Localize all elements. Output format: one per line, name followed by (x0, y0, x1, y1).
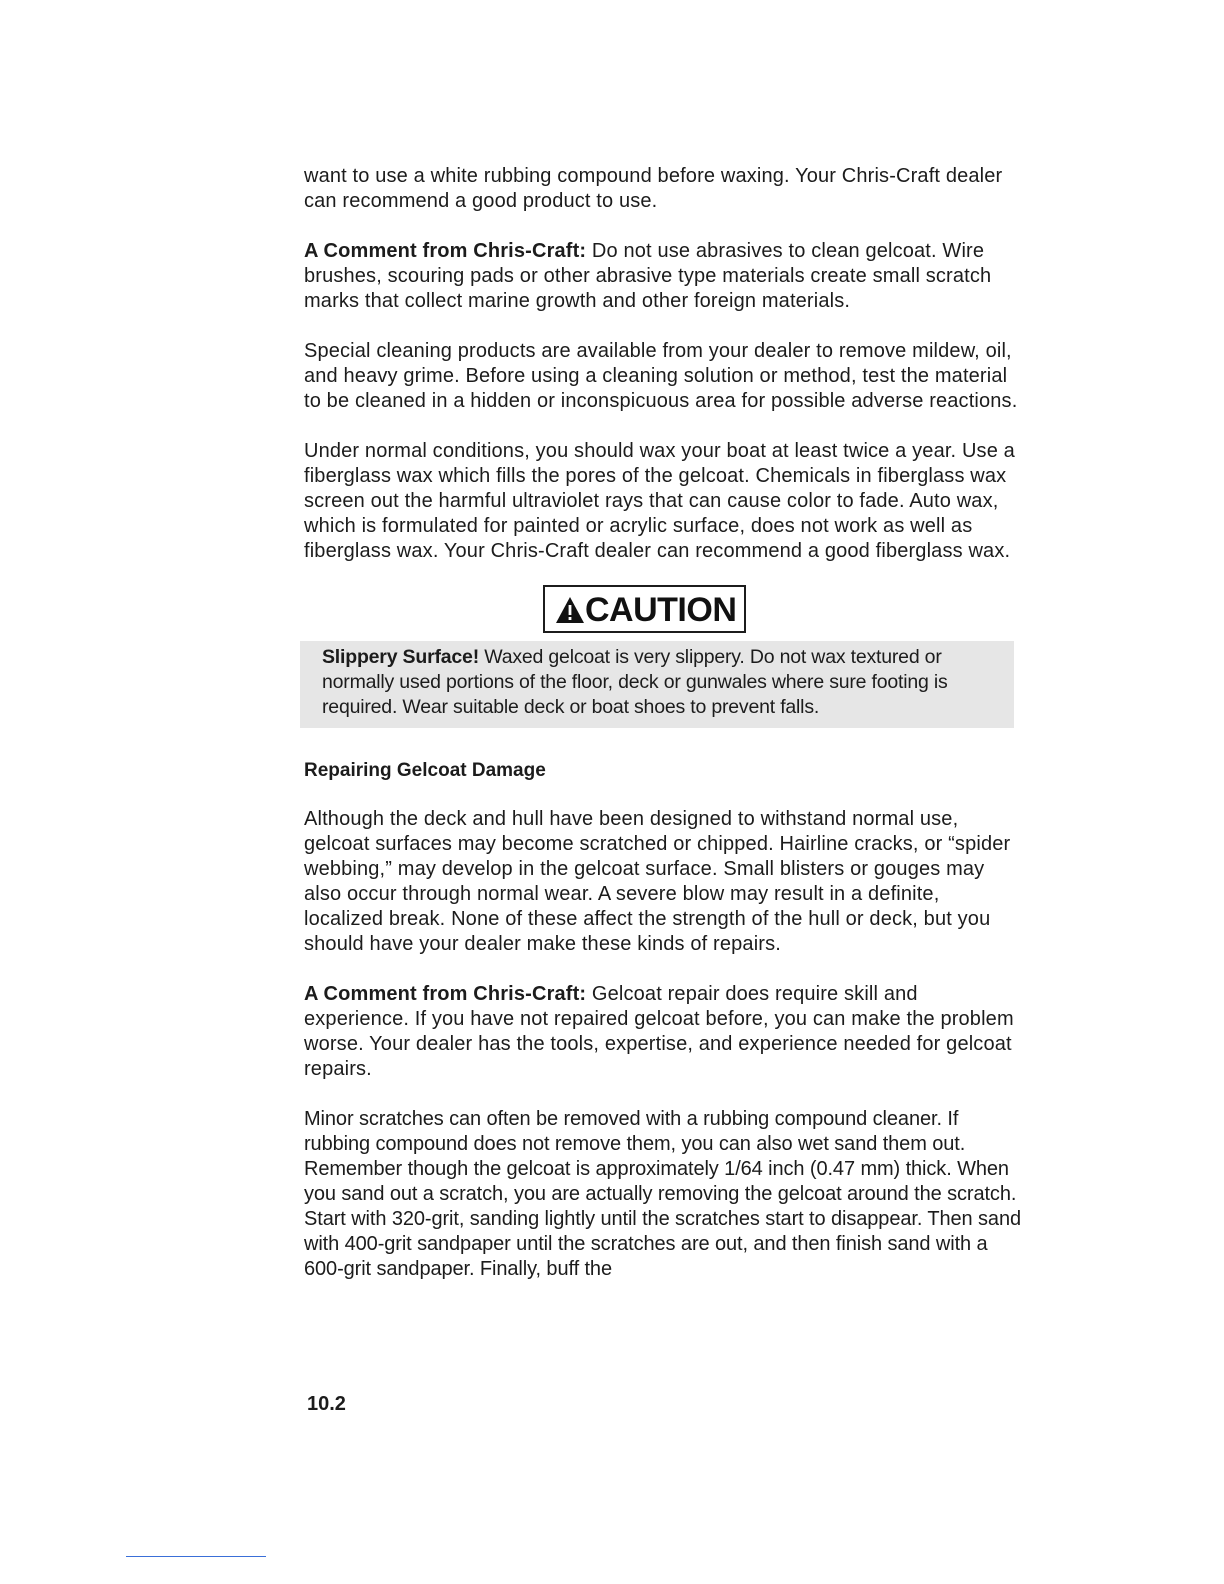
paragraph-gelcoat-damage: Although the deck and hull have been designed to withstand normal use, gelcoat surfaces may become scratched or chipped. Hairline cracks, or “spider webbing,” may develop in the gelcoat surface. Small blisters or gouges may also occur through normal wear. A severe blow may result in a definite, localized break. None of these affect the strength of the hull or deck, but you should have your dealer make these kinds of repairs. (304, 808, 1011, 955)
manual-page (304, 164, 1024, 1282)
section-heading: Repairing Gelcoat Damage (304, 760, 546, 781)
caution-header (543, 585, 1024, 633)
paragraph-minor-scratches: Minor scratches can often be removed with a rubbing compound cleaner. If rubbing compound does not remove them, you can also wet sand them out. Remember though the gelcoat is approximately 1/64 inch (0.47 mm) thick. When you sand out a scratch, you are actually removing the gelcoat around the scratch. Start with 320-grit, sanding lightly until the scratches start to disappear. Then sand with 400-grit sandpaper until the scratches are out, and then finish sand with a 600-grit sandpaper. Finally, buff the (304, 1108, 1021, 1280)
page-number: 10.2 (307, 1393, 346, 1415)
caution-label-box (543, 585, 746, 633)
comment-body: Do not use abrasives to clean gelcoat. Wire brushes, scouring pads or other abrasive type materials create small scratch marks that collect marine growth and other foreign materials. (304, 240, 992, 312)
warning-triangle-icon (555, 596, 585, 624)
warning-lead: Slippery Surface! (322, 646, 479, 668)
paragraph-comment-repair (304, 982, 1024, 1082)
paragraph-comment-abrasives (304, 239, 1024, 314)
caution-label: CAUTION (585, 590, 737, 629)
comment-lead: A Comment from Chris-Craft: (304, 240, 587, 262)
paragraph-cleaning-products: Special cleaning products are available from your dealer to remove mildew, oil, and heavy grime. Before using a cleaning solution or method, test the material to be cleaned in a hidden or inconspicuous area for possible adverse reactions. (304, 340, 1018, 412)
slippery-surface-warning (300, 641, 1014, 728)
paragraph-waxing-intro: want to use a white rubbing compound before waxing. Your Chris-Craft dealer can recommend a good product to use. (304, 165, 1003, 212)
comment-lead: A Comment from Chris-Craft: (304, 983, 587, 1005)
paragraph-waxing-schedule: Under normal conditions, you should wax your boat at least twice a year. Use a fiberglass wax which fills the pores of the gelcoat. Chemicals in fiberglass wax screen out the harmful ultraviolet rays that can cause color to fade. Auto wax, which is formulated for painted or acrylic surface, does not work as well as fiberglass wax. Your Chris-Craft dealer can recommend a good fiberglass wax. (304, 440, 1015, 562)
warning-text (322, 645, 996, 720)
warning-body: Waxed gelcoat is very slippery. Do not wax textured or normally used portions of the floor, deck or gunwales where sure footing is required. Wear suitable deck or boat shoes to prevent falls. (322, 646, 948, 718)
footer-rule (126, 1556, 266, 1557)
comment-body: Gelcoat repair does require skill and experience. If you have not repaired gelcoat before, you can make the problem worse. Your dealer has the tools, expertise, and experience needed for gelcoat repairs. (304, 983, 1014, 1080)
